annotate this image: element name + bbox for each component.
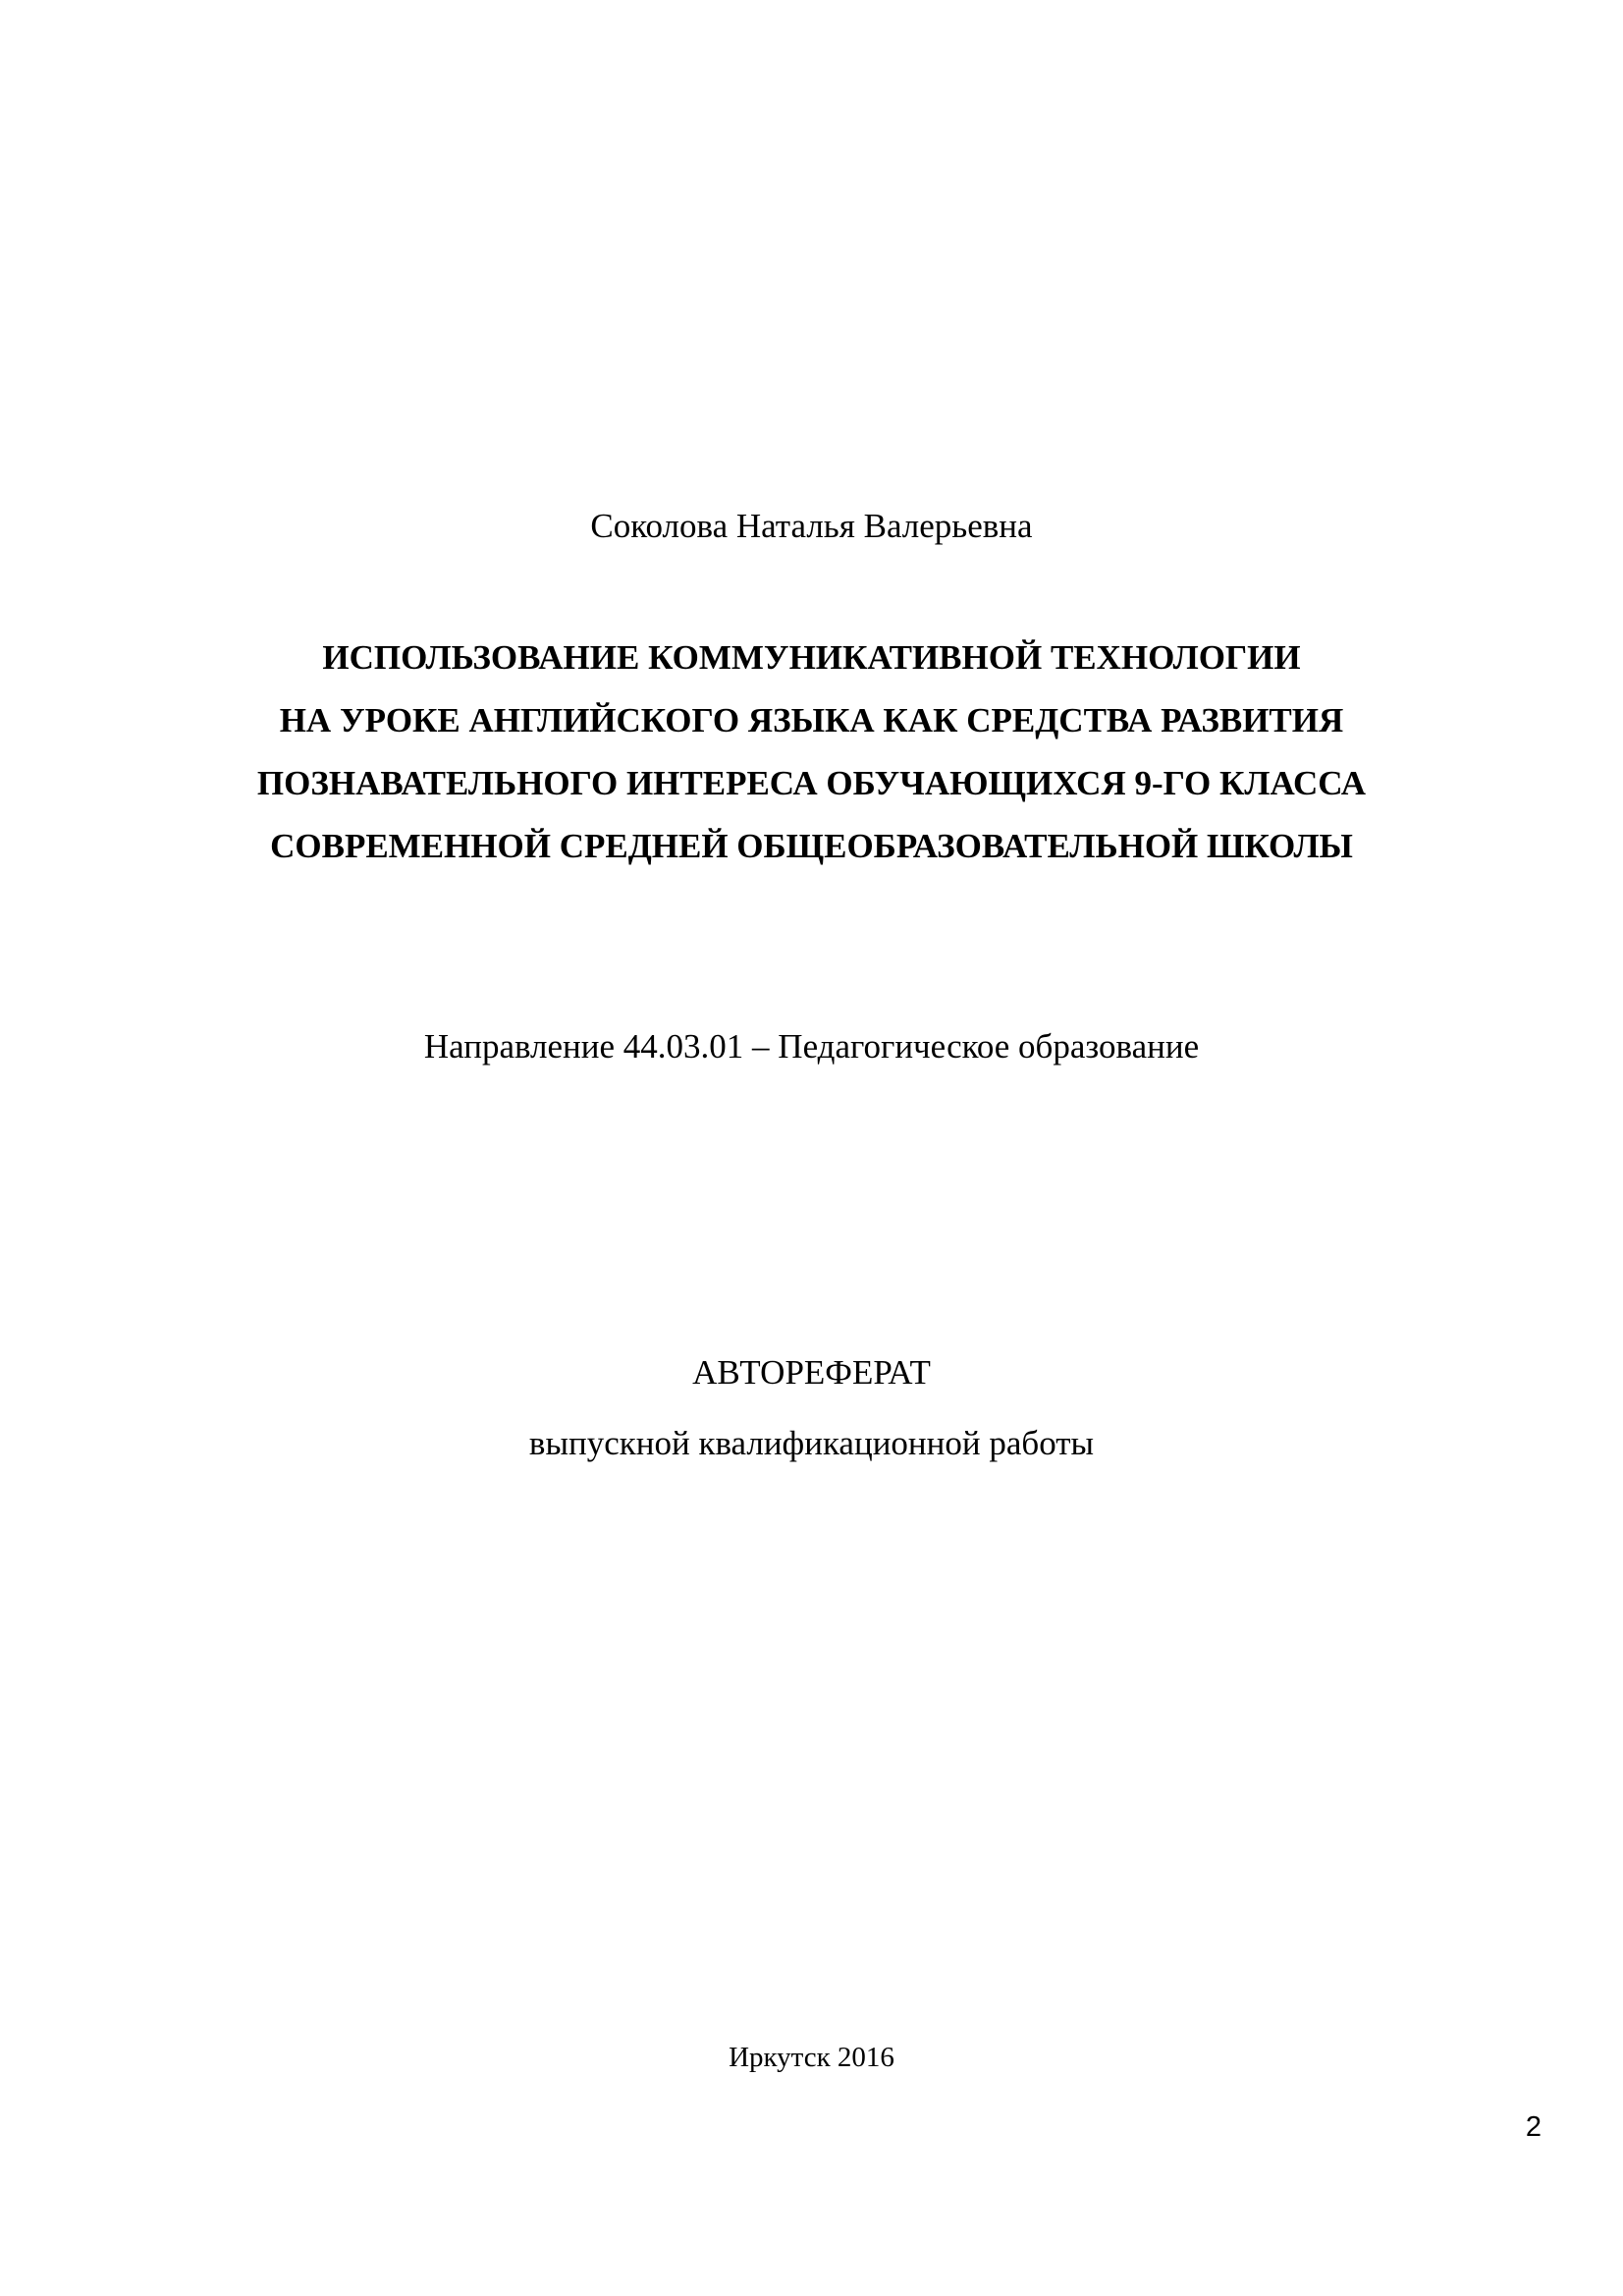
- title-line-2: НА УРОКЕ АНГЛИЙСКОГО ЯЗЫКА КАК СРЕДСТВА РАЗВИТИЯ: [279, 701, 1344, 739]
- title-line-4: СОВРЕМЕННОЙ СРЕДНЕЙ ОБЩЕОБРАЗОВАТЕЛЬНОЙ ШКОЛЫ: [270, 827, 1353, 865]
- title-line-1: ИСПОЛЬЗОВАНИЕ КОММУНИКАТИВНОЙ ТЕХНОЛОГИИ: [322, 638, 1301, 677]
- author-name: Соколова Наталья Валерьевна: [590, 507, 1033, 545]
- title-line-3: ПОЗНАВАТЕЛЬНОГО ИНТЕРЕСА ОБУЧАЮЩИХСЯ 9-ГО КЛАССА: [256, 764, 1367, 802]
- document-type: АВТОРЕФЕРАТ: [692, 1353, 931, 1392]
- page-number: 2: [1525, 2111, 1542, 2143]
- city-year: Иркутск 2016: [729, 2042, 894, 2073]
- document-subtitle: выпускной квалификационной работы: [528, 1424, 1095, 1462]
- study-direction: Направление 44.03.01 – Педагогическое образование: [423, 1027, 1200, 1066]
